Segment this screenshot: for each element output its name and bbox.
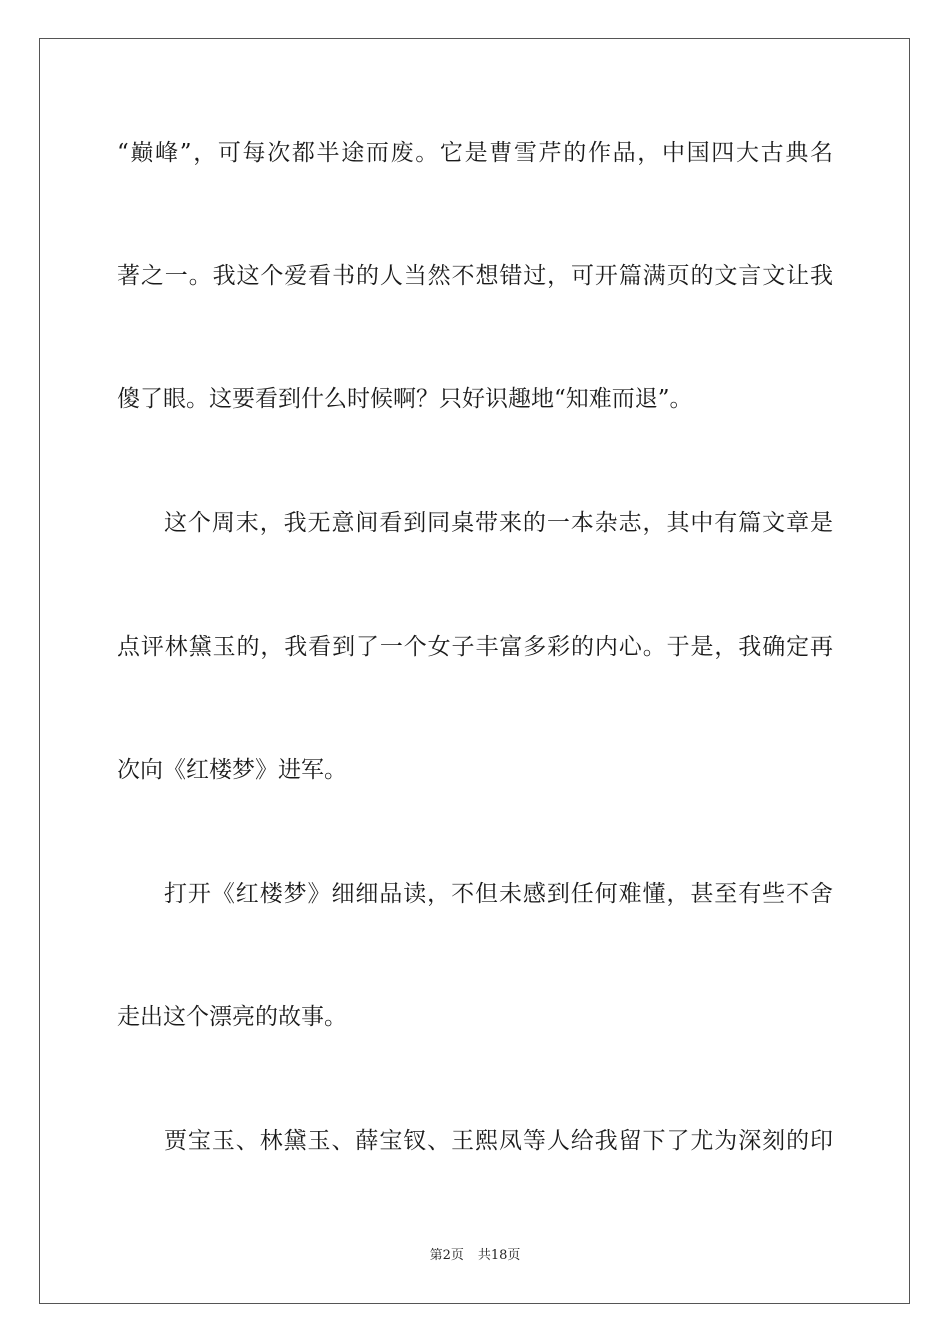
paragraph-first-line: 贾宝玉、林黛玉、薛宝钗、王熙凤等人给我留下了尤为深刻的印 [164, 1128, 833, 1154]
paragraph-first-line: 打开《红楼梦》细细品读，不但未感到任何难懂，甚至有些不舍 [164, 881, 833, 907]
text-line: 次向《红楼梦》进军。 [117, 757, 347, 783]
text-line: “巅峰”，可每次都半途而废。它是曹雪芹的作品，中国四大古典名 [117, 140, 833, 166]
text-line: 走出这个漂亮的故事。 [117, 1004, 347, 1030]
page-border [39, 38, 910, 1304]
text-line: 傻了眼。这要看到什么时候啊？只好识趣地“知难而退”。 [117, 386, 693, 412]
page-footer [0, 1247, 950, 1265]
text-line: 著之一。我这个爱看书的人当然不想错过，可开篇满页的文言文让我 [117, 263, 833, 289]
paragraph-first-line: 这个周末，我无意间看到同桌带来的一本杂志，其中有篇文章是 [164, 510, 833, 536]
page-number: 第2页 [429, 1248, 464, 1263]
total-pages: 共18页 [477, 1248, 521, 1263]
text-line: 点评林黛玉的，我看到了一个女子丰富多彩的内心。于是，我确定再 [117, 634, 833, 660]
